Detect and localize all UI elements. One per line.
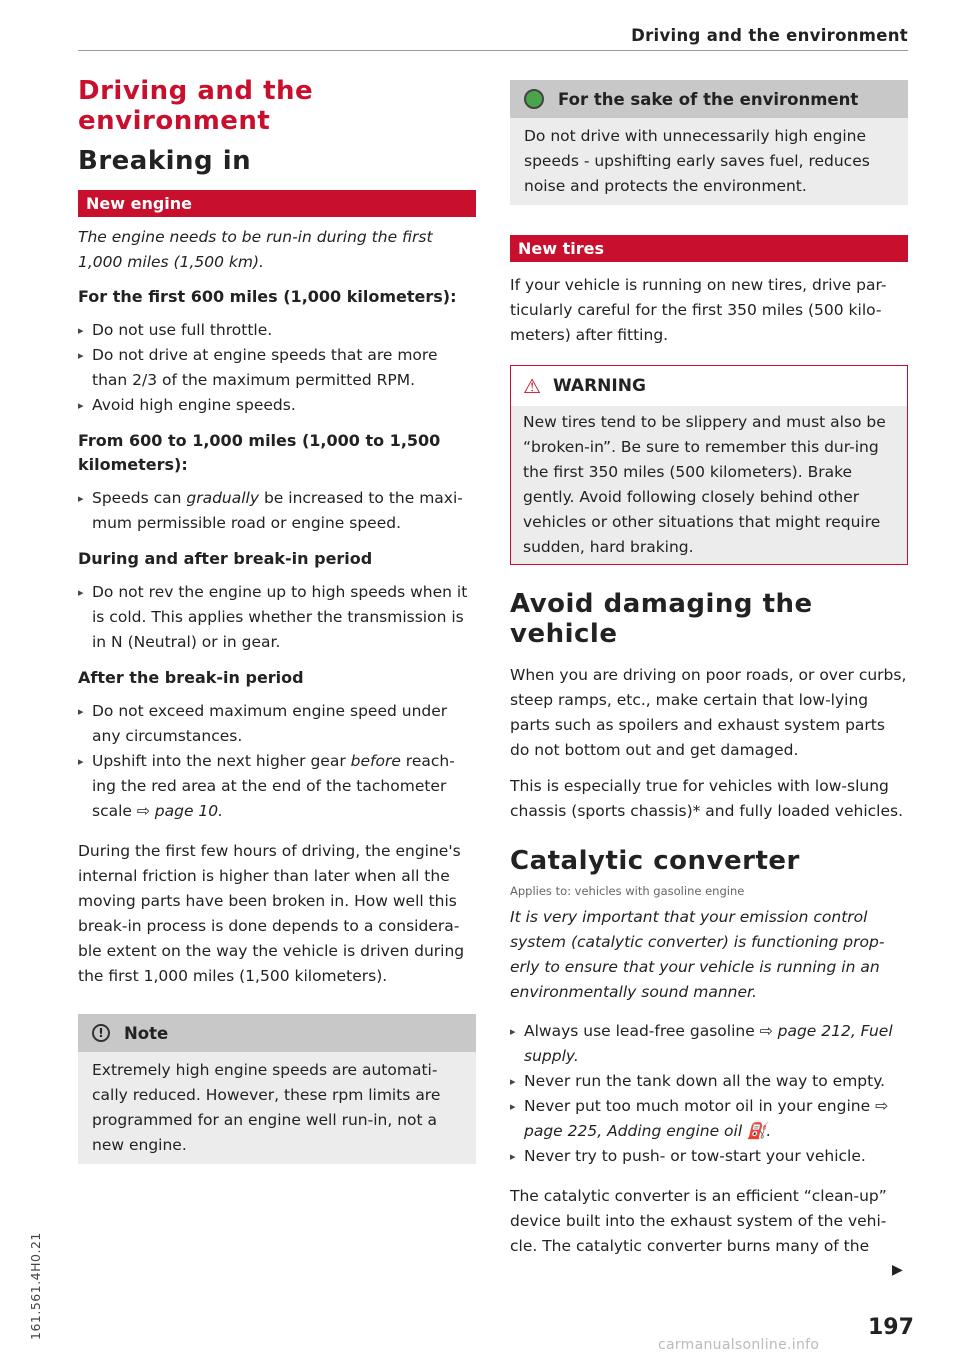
environment-text: Do not drive with unnecessarily high engine speeds - upshifting early saves fuel, reduces noise and protects the environment. — [524, 127, 870, 195]
catalytic-intro: It is very important that your emission control system (catalytic converter) is functioning prop-erly to ensure that your vehicle is running in an environmentally sound manner. — [510, 908, 885, 1001]
list-item: ▸ Always use lead-free gasoline ⇨ page 212, Fuel supply. — [510, 1019, 908, 1069]
warning-header — [511, 366, 907, 406]
intro-text — [78, 225, 476, 275]
chapter-title-line1: Driving and the — [78, 76, 314, 106]
list-item: ▸ Never try to push- or tow-start your vehicle. — [510, 1144, 908, 1169]
intro-line1: The engine needs to be run-in during the first — [78, 228, 433, 246]
header-rule — [78, 50, 908, 51]
new-engine-bar: New engine — [78, 190, 476, 217]
page-10-link[interactable]: ⇨ page 10. — [136, 802, 224, 820]
list-item: ▸ Do not exceed maximum engine speed under any circumstances. — [78, 699, 476, 749]
running-header: Driving and the environment — [631, 26, 908, 45]
break-in-paragraph: During the first few hours of driving, the engine's internal friction is higher than later when all the moving parts have been broken in. How well this break-in process is done depends to a considera-ble extent on the way the vehicle is driven during the first 1,000 miles (1,500 kilometers). — [78, 842, 465, 985]
note-title: Note — [124, 1023, 169, 1043]
list-item: ▸ Never run the tank down all the way to empty. — [510, 1069, 908, 1094]
list-item: ▸ Upshift into the next higher gear before reach-ing the red area at the end of the tachometer scale ⇨ page 10. — [78, 749, 476, 824]
page-225-link[interactable]: ⇨ page 225, Adding engine oil ⛽. — [524, 1097, 889, 1140]
subheading-after-break-in: After the break-in period — [78, 668, 304, 687]
new-tires-bar: New tires — [510, 235, 908, 262]
side-code-text: 161.561.4H0.21 — [28, 1232, 43, 1340]
section-title-catalytic: Catalytic converter — [510, 846, 800, 876]
chapter-title-line2: environment — [78, 106, 271, 136]
list-item: ▸ Never put too much motor oil in your engine ⇨ page 225, Adding engine oil ⛽. — [510, 1094, 908, 1144]
side-code — [28, 1180, 48, 1340]
page-number: 197 — [868, 1315, 914, 1340]
after-break-in-list — [78, 699, 476, 824]
chapter-title — [78, 76, 476, 136]
note-text: Extremely high engine speeds are automati-cally reduced. However, these rpm limits are programmed for an engine well run-in, not a new engine. — [92, 1061, 441, 1154]
list-item: ▸ Do not drive at engine speeds that are more than 2/3 of the maximum permitted RPM. — [78, 343, 476, 393]
list-item: ▸ Speeds can gradually be increased to the maxi-mum permissible road or engine speed. — [78, 486, 476, 536]
600-to-1000-list — [78, 486, 476, 536]
environment-body — [510, 118, 908, 205]
environment-leaf-icon — [524, 89, 544, 109]
page-212-link[interactable]: ⇨ page 212, Fuel supply. — [524, 1022, 893, 1065]
note-body — [78, 1052, 476, 1164]
warning-triangle-icon: ⚠ — [523, 374, 541, 398]
catalytic-paragraph: The catalytic converter is an efficient “clean-up” device built into the exhaust system of the vehi-cle. The catalytic converter burns many of the — [510, 1187, 887, 1255]
watermark: carmanualsonline.info — [658, 1337, 820, 1353]
avoid-paragraph-2: This is especially true for vehicles with low-slung chassis (sports chassis)* and fully loaded vehicles. — [510, 777, 904, 820]
note-header — [78, 1014, 476, 1052]
continue-arrow-icon: ▶ — [892, 1262, 903, 1278]
info-icon: ! — [92, 1024, 110, 1042]
environment-header — [510, 80, 908, 118]
list-item: ▸ Avoid high engine speeds. — [78, 393, 476, 418]
warning-box — [510, 365, 908, 565]
environment-title: For the sake of the environment — [558, 89, 859, 109]
warning-text: New tires tend to be slippery and must also be “broken-in”. Be sure to remember this dur-ing the first 350 miles (500 kilometers). Brake gently. Avoid following closely behind other vehicles or other situations that might require sudden, hard braking. — [523, 413, 886, 556]
list-item: ▸ Do not rev the engine up to high speeds when it is cold. This applies whether the transmission is in N (Neutral) or in gear. — [78, 580, 476, 655]
avoid-title-line2: vehicle — [510, 619, 618, 649]
catalytic-list — [510, 1019, 908, 1169]
subheading-first-600: For the first 600 miles (1,000 kilometers): — [78, 287, 457, 306]
right-column — [510, 80, 908, 1259]
subheading-600-to-1000: From 600 to 1,000 miles (1,000 to 1,500 kilometers): — [78, 431, 441, 474]
warning-title: WARNING — [552, 376, 646, 396]
during-after-list — [78, 580, 476, 655]
subheading-during-after: During and after break-in period — [78, 549, 373, 568]
environment-box — [510, 80, 908, 205]
avoid-paragraph-1: When you are driving on poor roads, or over curbs, steep ramps, etc., make certain that low-lying parts such as spoilers and exhaust system parts do not bottom out and get damaged. — [510, 666, 907, 759]
applies-to: Applies to: vehicles with gasoline engine — [510, 884, 745, 898]
section-title-breaking-in: Breaking in — [78, 146, 252, 176]
section-title-avoid-damaging — [510, 589, 908, 649]
left-column — [78, 76, 476, 1164]
intro-line2: 1,000 miles (1,500 km). — [78, 253, 264, 271]
note-box — [78, 1014, 476, 1164]
first-600-list — [78, 318, 476, 418]
new-tires-text: If your vehicle is running on new tires, drive par-ticularly careful for the first 350 miles (500 kilo-meters) after fitting. — [510, 276, 887, 344]
warning-body — [511, 406, 907, 564]
list-item: ▸ Do not use full throttle. — [78, 318, 476, 343]
avoid-title-line1: Avoid damaging the — [510, 589, 813, 619]
